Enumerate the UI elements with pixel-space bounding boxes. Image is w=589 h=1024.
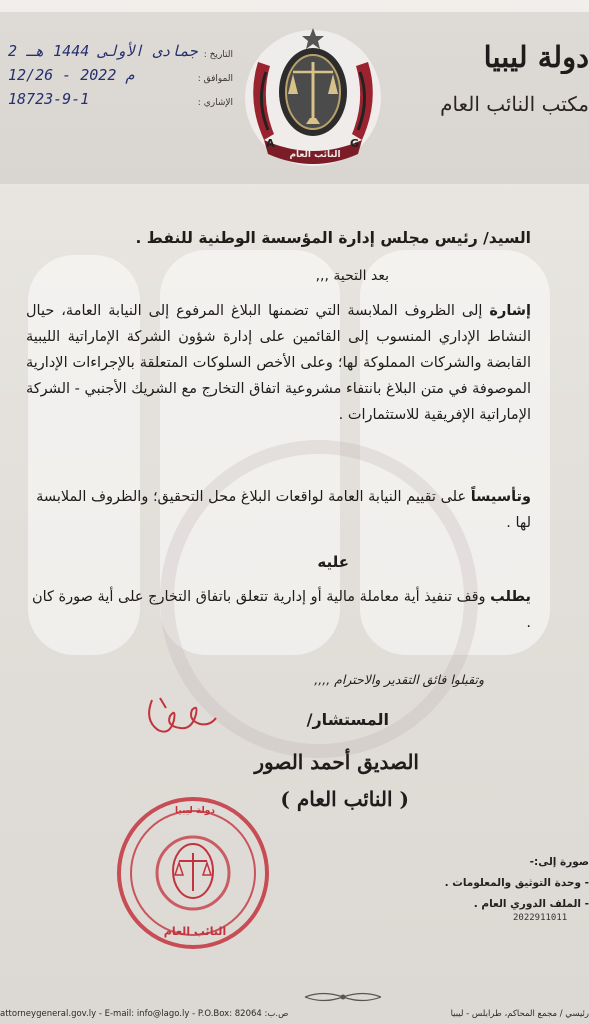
copies-to: [399, 852, 589, 915]
addressee: السيد/ رئيس مجلس إدارة المؤسسة الوطنية للنفط .: [135, 229, 531, 247]
stamp-top-text: دولة ليبيا: [175, 806, 215, 816]
office-title: مكتب النائب العام: [440, 92, 589, 116]
copies-item: - وحدة التوثيق والمعلومات .: [444, 877, 589, 889]
signer-name: الصديق أحمد الصور: [254, 750, 419, 774]
meta-corresponding-row: [8, 60, 233, 84]
paragraph-lead: إشارة: [489, 303, 531, 319]
emblem-letter-a: A: [266, 137, 275, 150]
paragraph-text: إلى الظروف الملابسة التي تضمنها البلاغ المرفوع إلى النيابة العامة، حيال النشاط الإداري المنسوب إلى القائمين على إدارة شؤون الشركة الإماراتية الليبية القابضة والشركات المملوكة لها؛ وعلى الأخص السلوكات المتعلقة بالإجراءات الإدارية الموصوفة في متن البلاغ بانتفاء مشروعية اتفاق التخارج مع الشريك الأجنبي - الشركة الإماراتية الإفريقية للاستثمارات .: [26, 303, 531, 423]
paragraph-2: [26, 484, 531, 536]
copies-heading: صورة إلى:-: [529, 856, 589, 868]
paragraph-1: [26, 298, 531, 428]
emblem-letter-g: G: [350, 137, 360, 150]
meta-value: 18723-9-1: [8, 90, 90, 108]
meta-reference-row: [8, 84, 233, 108]
footer-address: رئيسي / مجمع المحاكم، طرابلس - ليبيا: [450, 1009, 589, 1019]
signer-office: ( النائب العام ): [280, 787, 409, 811]
therefore-heading: عليه: [317, 553, 349, 571]
meta-label: الموافق :: [197, 74, 233, 84]
closing-line: وتقبلوا فائق التقدير والاحترام ,,,,: [314, 672, 484, 687]
greeting: بعد التحية ,,,: [315, 268, 389, 284]
meta-label: الإشاري :: [197, 98, 233, 108]
document-reference-number: 2022911011: [513, 913, 568, 923]
copies-item: - الملف الدوري العام .: [473, 898, 589, 910]
letter-meta: [8, 36, 233, 108]
paragraph-lead: وتأسيساً: [470, 489, 531, 505]
ornament-divider-icon: [303, 990, 383, 1004]
handwritten-signature-icon: [140, 690, 220, 742]
request-paragraph: [26, 584, 531, 636]
signer-title: المستشار/: [306, 710, 389, 729]
meta-label: التاريخ :: [203, 50, 233, 60]
stamp-bottom-text: النائب العام: [163, 925, 227, 938]
emblem-ribbon-text: النائب العام: [289, 150, 341, 160]
meta-date-row: [8, 36, 233, 60]
footer: [0, 1004, 589, 1024]
meta-value: 12/26 - 2022 م: [8, 66, 135, 84]
country-title: دولة ليبيا: [483, 40, 589, 74]
request-text: وقف تنفيذ أية معاملة مالية أو إدارية تتعلق باتفاق التخارج على أية صورة كان .: [31, 589, 531, 631]
meta-value: 2 جمادى الأولى 1444 هـ: [8, 42, 198, 60]
footer-contact: attorneygeneral.gov.ly - E-mail: info@lago.ly - P.O.Box: 82064 :ص.ب: [0, 1009, 289, 1019]
paragraph-text: على تقييم النيابة العامة لواقعات البلاغ محل التحقيق؛ والظروف الملابسة لها .: [36, 489, 531, 531]
request-lead: يطلب: [490, 589, 531, 605]
